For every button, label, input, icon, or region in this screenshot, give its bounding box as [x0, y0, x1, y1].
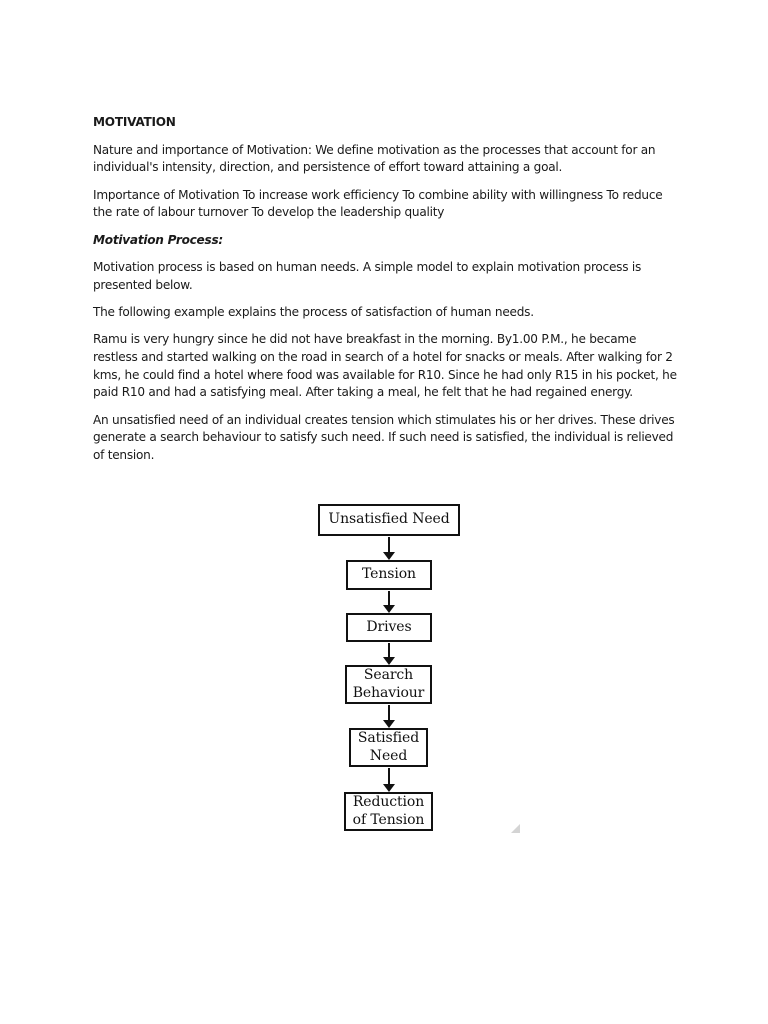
paragraph-process-intro: Motivation process is based on human needs. A simple model to explain motivation process is presented below.: [93, 259, 641, 292]
paragraph-ramu-example: Ramu is very hungry since he did not have breakfast in the morning. By1.00 P.M., he became restless and started walking on the road in search of a hotel for snacks or meals. After walking for 2 kms, he could find a hotel where food was available for R10. Since he had only R15 in his pocket, he paid R10 and had a satisfying meal. After taking a meal, he felt that he had regained energy.: [93, 332, 677, 400]
paragraph-nature-importance: Nature and importance of Motivation: We define motivation as the processes that account for an individual's intensity, direction, and persistence of effort toward attaining a goal.: [93, 142, 656, 175]
flow-box-satisfied-need: Satisfied Need: [349, 728, 428, 767]
flow-box-reduction-of-tension: Reduction of Tension: [344, 792, 433, 831]
resize-corner-mark: [511, 824, 520, 833]
flow-arrow-1: [383, 537, 395, 560]
section-heading-motivation-process: Motivation Process:: [93, 232, 223, 247]
flow-box-tension: Tension: [346, 560, 432, 590]
flow-arrow-2: [383, 591, 395, 613]
flow-arrow-3: [383, 643, 395, 665]
flow-box-search-behaviour: Search Behaviour: [345, 665, 432, 704]
flow-box-drives: Drives: [346, 613, 432, 642]
flow-arrow-4: [383, 705, 395, 728]
paragraph-importance-list: Importance of Motivation To increase work efficiency To combine ability with willingness To reduce the rate of labour turnover To develop the leadership quality: [93, 187, 663, 220]
paragraph-example-intro: The following example explains the process of satisfaction of human needs.: [93, 304, 534, 319]
document-title: MOTIVATION: [93, 115, 176, 129]
flow-box-unsatisfied-need: Unsatisfied Need: [318, 504, 460, 536]
flow-arrow-5: [383, 768, 395, 792]
paragraph-unsatisfied-need: An unsatisfied need of an individual creates tension which stimulates his or her drives. These drives generate a search behaviour to satisfy such need. If such need is satisfied, the individual is relieved of tension.: [93, 412, 675, 462]
